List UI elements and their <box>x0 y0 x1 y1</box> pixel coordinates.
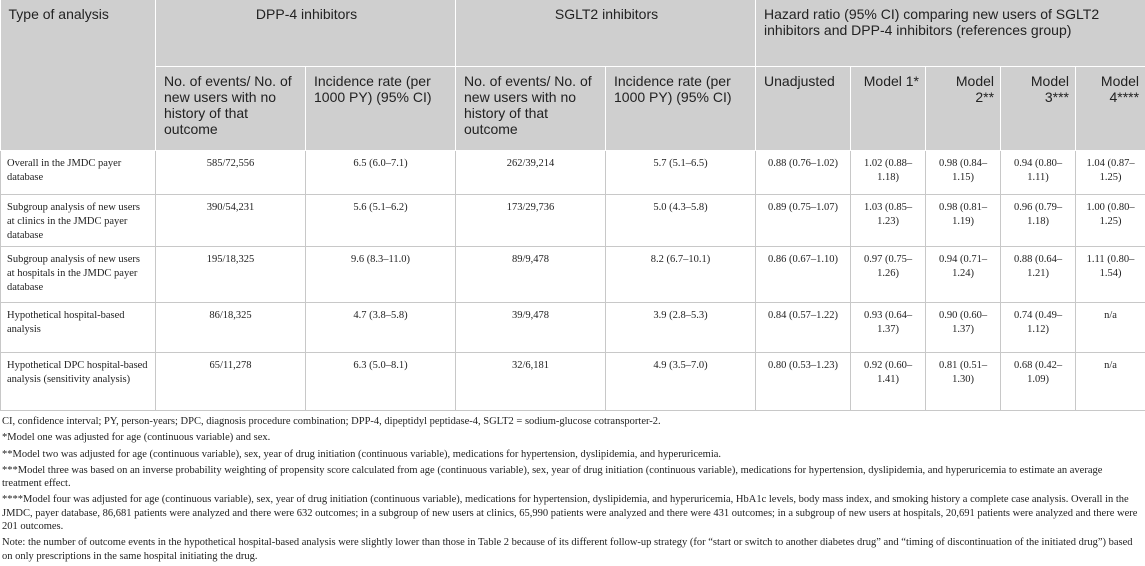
row-label: Hypothetical hospital-based analysis <box>1 302 156 352</box>
row-label: Hypothetical DPC hospital-based analysis (sensitivity analysis) <box>1 352 156 410</box>
table-row <box>1 194 1145 246</box>
model-3-cell: 0.96 (0.79–1.18) <box>1001 194 1076 246</box>
model-2-cell: 0.98 (0.81–1.19) <box>926 194 1001 246</box>
model-4-cell: 1.04 (0.87–1.25) <box>1076 150 1145 194</box>
unadjusted-cell: 0.86 (0.67–1.10) <box>756 246 851 302</box>
footnote-note: Note: the number of outcome events in the hypothetical hospital-based analysis were slightly lower than those in Table 2 because of its different follow-up strategy (for “start or switch to another diabetes drug” and “timing of discontinuation of the initiated drug”) based on only prescriptions in the same hospital initiating the drug. <box>2 536 1140 563</box>
dpp4-events-cell: 65/11,278 <box>156 352 306 410</box>
dpp4-events-cell: 195/18,325 <box>156 246 306 302</box>
header-unadjusted: Unadjusted <box>756 66 851 150</box>
header-hazard-ratio: Hazard ratio (95% CI) comparing new users of SGLT2 inhibitors and DPP-4 inhibitors (references group) <box>756 0 1145 66</box>
model-3-cell: 0.88 (0.64–1.21) <box>1001 246 1076 302</box>
model-3-cell: 0.68 (0.42–1.09) <box>1001 352 1076 410</box>
sglt2-events-cell: 89/9,478 <box>456 246 606 302</box>
header-row-1 <box>1 0 1145 66</box>
row-label: Subgroup analysis of new users at clinics in the JMDC payer database <box>1 194 156 246</box>
model-3-cell: 0.74 (0.49–1.12) <box>1001 302 1076 352</box>
sglt2-incidence-cell: 8.2 (6.7–10.1) <box>606 246 756 302</box>
sglt2-incidence-cell: 3.9 (2.8–5.3) <box>606 302 756 352</box>
row-label: Overall in the JMDC payer database <box>1 150 156 194</box>
dpp4-events-cell: 390/54,231 <box>156 194 306 246</box>
header-model-2: Model 2** <box>926 66 1001 150</box>
sglt2-incidence-cell: 5.0 (4.3–5.8) <box>606 194 756 246</box>
model-1-cell: 1.02 (0.88–1.18) <box>851 150 926 194</box>
model-4-cell: 1.11 (0.80–1.54) <box>1076 246 1145 302</box>
table-row <box>1 150 1145 194</box>
model-2-cell: 0.81 (0.51–1.30) <box>926 352 1001 410</box>
footnote-abbreviations: CI, confidence interval; PY, person-years; DPC, diagnosis procedure combination; DPP-4, dipeptidyl peptidase-4, SGLT2 = sodium-glucose cotransporter-2. <box>2 415 1140 428</box>
model-1-cell: 0.93 (0.64–1.37) <box>851 302 926 352</box>
model-2-cell: 0.94 (0.71–1.24) <box>926 246 1001 302</box>
header-sglt2-inhibitors: SGLT2 inhibitors <box>456 0 756 66</box>
model-1-cell: 0.97 (0.75–1.26) <box>851 246 926 302</box>
model-1-cell: 0.92 (0.60–1.41) <box>851 352 926 410</box>
model-4-cell: n/a <box>1076 302 1145 352</box>
header-dpp4-events: No. of events/ No. of new users with no history of that outcome <box>156 66 306 150</box>
sglt2-events-cell: 32/6,181 <box>456 352 606 410</box>
dpp4-incidence-cell: 5.6 (5.1–6.2) <box>306 194 456 246</box>
dpp4-incidence-cell: 6.5 (6.0–7.1) <box>306 150 456 194</box>
dpp4-events-cell: 585/72,556 <box>156 150 306 194</box>
model-3-cell: 0.94 (0.80–1.11) <box>1001 150 1076 194</box>
table-footnotes <box>2 415 1140 566</box>
sglt2-events-cell: 39/9,478 <box>456 302 606 352</box>
header-sglt2-incidence: Incidence rate (per 1000 PY) (95% CI) <box>606 66 756 150</box>
footnote-model-2: **Model two was adjusted for age (continuous variable), sex, year of drug initiation (continuous variable), medications for hypertension, dyslipidemia, and hyperuricemia. <box>2 448 1140 461</box>
model-1-cell: 1.03 (0.85–1.23) <box>851 194 926 246</box>
model-2-cell: 0.90 (0.60–1.37) <box>926 302 1001 352</box>
header-model-4: Model 4**** <box>1076 66 1145 150</box>
model-4-cell: n/a <box>1076 352 1145 410</box>
footnote-model-1: *Model one was adjusted for age (continuous variable) and sex. <box>2 431 1140 444</box>
model-2-cell: 0.98 (0.84–1.15) <box>926 150 1001 194</box>
unadjusted-cell: 0.80 (0.53–1.23) <box>756 352 851 410</box>
header-dpp4-incidence: Incidence rate (per 1000 PY) (95% CI) <box>306 66 456 150</box>
dpp4-events-cell: 86/18,325 <box>156 302 306 352</box>
footnote-model-3: ***Model three was based on an inverse probability weighting of propensity score calculated from age (continuous variable), sex, year of drug initiation (continuous variable), medications for hypertension, dyslipidemia, and hyperuricemia to estimate an average treatment effect. <box>2 464 1140 491</box>
table-row <box>1 352 1145 410</box>
header-model-3: Model 3*** <box>1001 66 1076 150</box>
header-sglt2-events: No. of events/ No. of new users with no history of that outcome <box>456 66 606 150</box>
sglt2-incidence-cell: 4.9 (3.5–7.0) <box>606 352 756 410</box>
sglt2-incidence-cell: 5.7 (5.1–6.5) <box>606 150 756 194</box>
model-4-cell: 1.00 (0.80–1.25) <box>1076 194 1145 246</box>
header-row-2 <box>1 66 1145 150</box>
table-row <box>1 302 1145 352</box>
row-label: Subgroup analysis of new users at hospitals in the JMDC payer database <box>1 246 156 302</box>
header-model-1: Model 1* <box>851 66 926 150</box>
header-type-of-analysis: Type of analysis <box>1 0 156 150</box>
footnote-model-4: ****Model four was adjusted for age (continuous variable), sex, year of drug initiation (continuous variable), medications for hypertension, dyslipidemia, and hyperuricemia, HbA1c levels, body mass index, and smoking history a complete case analysis. Overall in the JMDC, payer database, 86,681 patients were analyzed and there were 632 outcomes; in a subgroup of new users at clinics, 65,990 patients were analyzed and there were 431 outcomes; in a subgroup of new users at hospitals, 20,691 patients were analyzed and there were 201 outcomes. <box>2 493 1140 533</box>
sglt2-events-cell: 262/39,214 <box>456 150 606 194</box>
dpp4-incidence-cell: 4.7 (3.8–5.8) <box>306 302 456 352</box>
dpp4-incidence-cell: 6.3 (5.0–8.1) <box>306 352 456 410</box>
header-dpp4-inhibitors: DPP-4 inhibitors <box>156 0 456 66</box>
unadjusted-cell: 0.89 (0.75–1.07) <box>756 194 851 246</box>
unadjusted-cell: 0.84 (0.57–1.22) <box>756 302 851 352</box>
sglt2-events-cell: 173/29,736 <box>456 194 606 246</box>
dpp4-incidence-cell: 9.6 (8.3–11.0) <box>306 246 456 302</box>
unadjusted-cell: 0.88 (0.76–1.02) <box>756 150 851 194</box>
table-row <box>1 246 1145 302</box>
